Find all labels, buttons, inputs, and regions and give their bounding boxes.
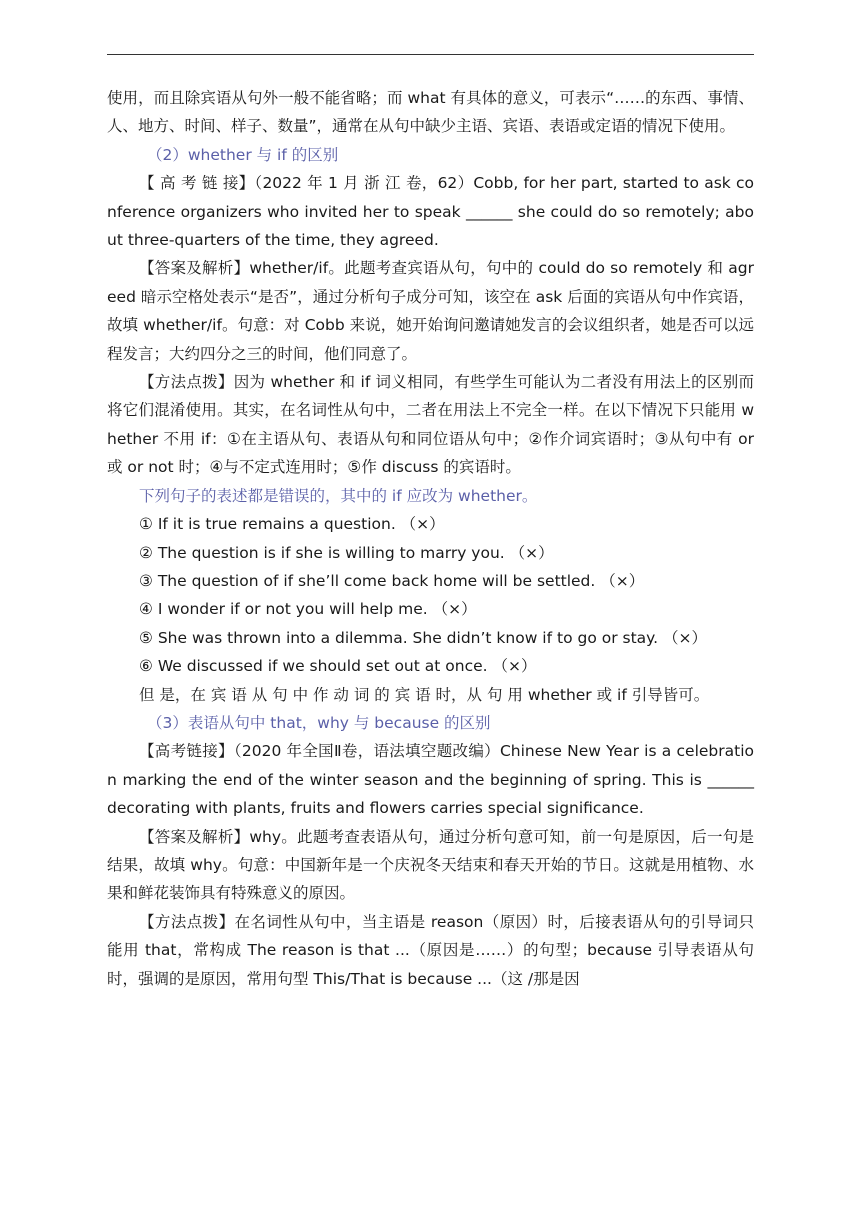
method-tip-2: 【方法点拨】在名词性从句中，当主语是 reason（原因）时，后接表语从句的引导词只能用 that，常构成 The reason is that ...（原因是……）的句型；because 引导表语从句时，强调的是原因，常用句型 This/That is because ...（这 /那是因 bbox=[107, 912, 754, 988]
example-sentence-5: ⑤ She was thrown into a dilemma. She didn’t know if to go or stay. （×） bbox=[139, 628, 707, 647]
header-rule bbox=[107, 54, 754, 55]
section-heading-whether-if: （2）whether 与 if 的区别 bbox=[147, 145, 339, 164]
answer-explanation-1: 【答案及解析】whether/if。此题考查宾语从句，句中的 could do so remotely 和 agreed 暗示空格处表示“是否”，通过分析句子成分可知，该空在 ask 后面的宾语从句中作宾语，故填 whether/if。句意：对 Cobb 来说，她开始询问邀请她发言的会议组织者，她是否可以远程发言；大约四分之三的时间，他们同意了。 bbox=[107, 259, 754, 363]
error-sentences-intro: 下列句子的表述都是错误的，其中的 if 应改为 whether。 bbox=[139, 486, 538, 505]
exam-link-2022: 【 高 考 链 接】（2022 年 1 月 浙 江 卷，62）Cobb, for her part, started to ask conference organizers who invited her to speak ______ she could do so remotely; about three-quarters of the time, they agreed. bbox=[107, 174, 754, 250]
section-heading-that-why-because: （3）表语从句中 that，why 与 because 的区别 bbox=[147, 713, 491, 732]
example-sentence-4: ④ I wonder if or not you will help me. （×） bbox=[139, 600, 477, 619]
paragraph-what-usage: 使用，而且除宾语从句外一般不能省略；而 what 有具体的意义，可表示“……的东西、事情、人、地方、时间、样子、数量”，通常在从句中缺少主语、宾语、表语或定语的情况下使用。 bbox=[107, 89, 754, 136]
document-body bbox=[107, 84, 754, 993]
exam-link-2020: 【高考链接】（2020 年全国Ⅱ卷，语法填空题改编）Chinese New Year is a celebration marking the end of the winter season and the beginning of spring. This is ______ decorating with plants, fruits and flowers carries special significance. bbox=[107, 742, 754, 818]
example-sentence-1: ① If it is true remains a question. （×） bbox=[139, 515, 445, 534]
example-sentence-3: ③ The question of if she’ll come back home will be settled. （×） bbox=[139, 571, 645, 590]
example-sentence-6: ⑥ We discussed if we should set out at once. （×） bbox=[139, 657, 537, 676]
example-sentence-2: ② The question is if she is willing to marry you. （×） bbox=[139, 543, 554, 562]
answer-explanation-2: 【答案及解析】why。此题考查表语从句，通过分析句意可知，前一句是原因，后一句是结果，故填 why。句意：中国新年是一个庆祝冬天结束和春天开始的节日。这就是用植物、水果和鲜花装饰具有特殊意义的原因。 bbox=[107, 827, 754, 903]
object-clause-note: 但 是，在 宾 语 从 句 中 作 动 词 的 宾 语 时，从 句 用 whether 或 if 引导皆可。 bbox=[139, 685, 710, 704]
method-tip-1: 【方法点拨】因为 whether 和 if 词义相同，有些学生可能认为二者没有用法上的区别而将它们混淆使用。其实，在名词性从句中，二者在用法上不完全一样。在以下情况下只能用 whether 不用 if：①在主语从句、表语从句和同位语从句中；②作介词宾语时；③从句中有 or 或 or not 时；④与不定式连用时；⑤作 discuss 的宾语时。 bbox=[107, 373, 754, 477]
